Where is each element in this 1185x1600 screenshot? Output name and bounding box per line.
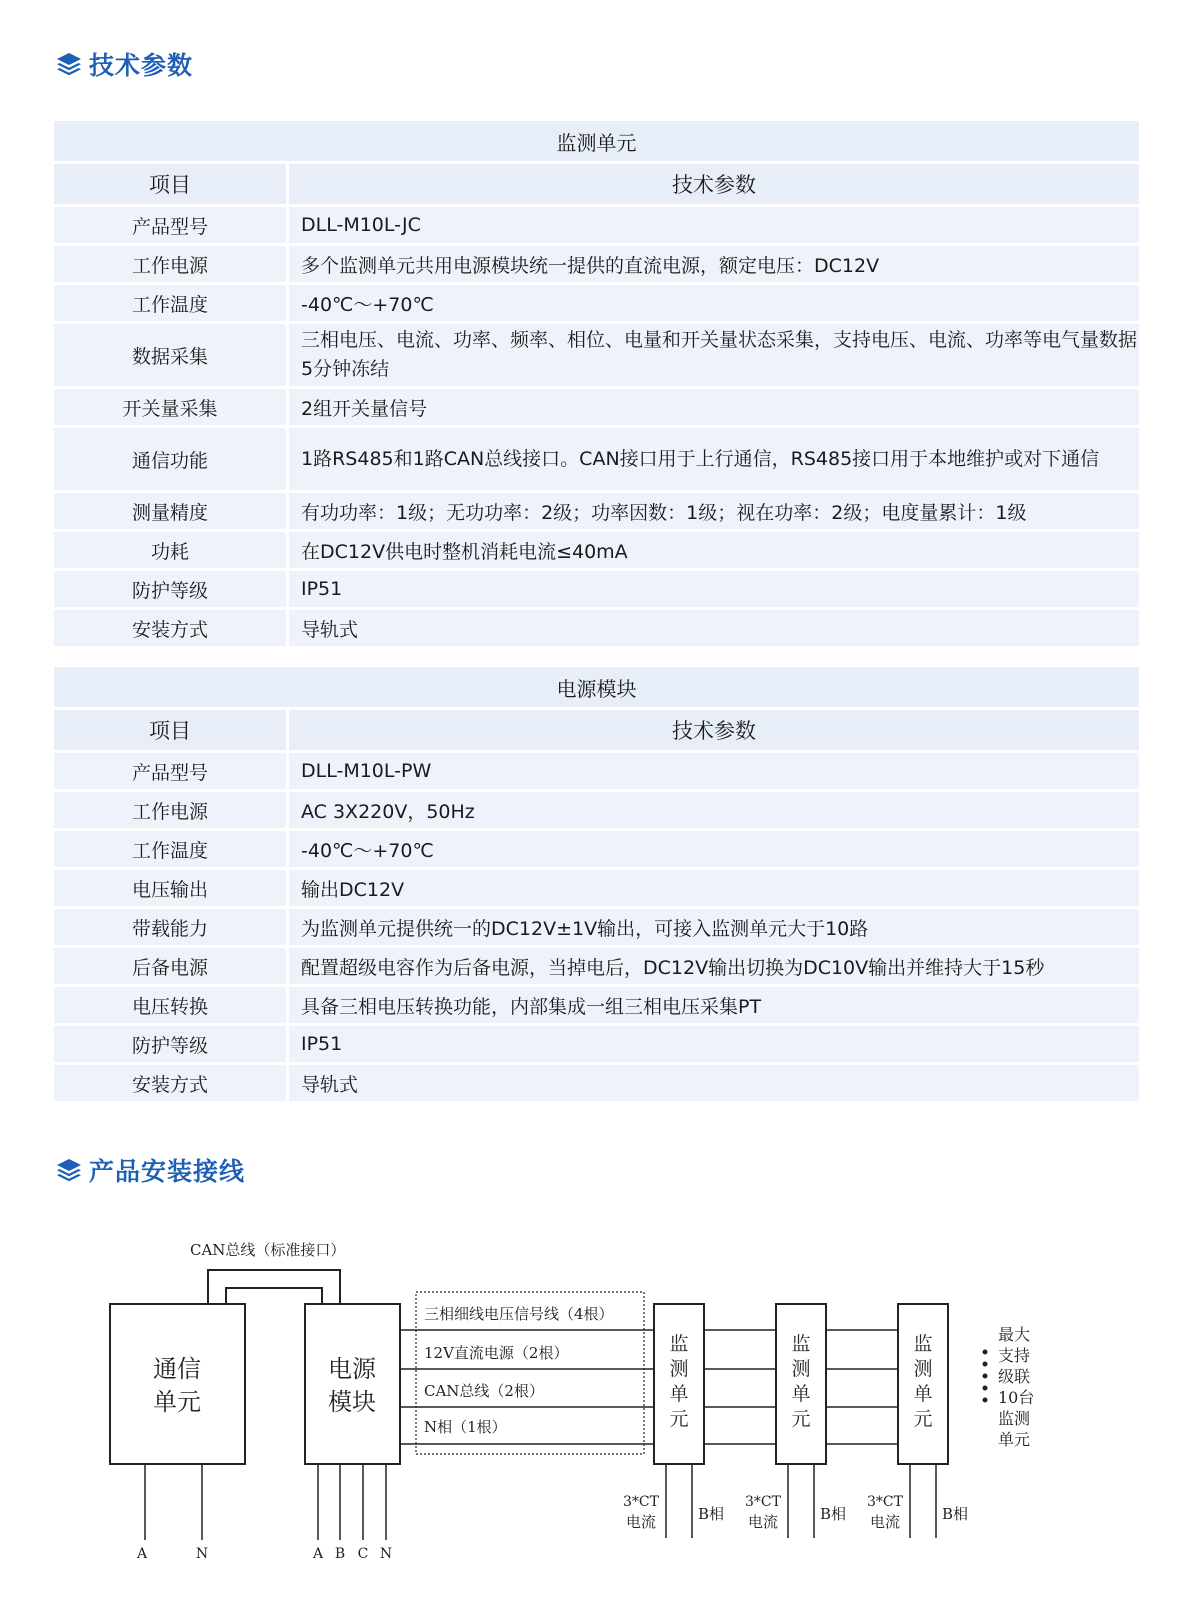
table-row [54, 1026, 1139, 1062]
row-item-label: 带载能力 [54, 909, 289, 945]
monitor-unit-char: 测 [669, 1358, 689, 1380]
wire-label: 12V直流电源（2根） [424, 1344, 569, 1362]
row-param-value: 输出DC12V [289, 870, 1139, 906]
table-row [54, 428, 1139, 490]
cascade-dots [983, 1350, 988, 1403]
row-item-label: 电压转换 [54, 987, 289, 1023]
b-phase-label: B相 [698, 1505, 725, 1523]
table-row [54, 571, 1139, 607]
row-param-value: -40℃～+70℃ [289, 831, 1139, 867]
power-module-label-1: 电源 [328, 1355, 376, 1383]
wire-label: N相（1根） [424, 1418, 507, 1436]
wire-label: 三相细线电压信号线（4根） [424, 1305, 614, 1323]
row-item-label: 工作温度 [54, 285, 289, 321]
terminal-label: B [334, 1546, 346, 1562]
can-bus-line [226, 1288, 322, 1304]
row-param-value: -40℃～+70℃ [289, 285, 1139, 321]
table-row [54, 207, 1139, 243]
table-row [54, 870, 1139, 906]
table-row [54, 285, 1139, 321]
section-title: 产品安装接线 [89, 1157, 246, 1186]
column-header-param: 技术参数 [289, 164, 1139, 204]
row-param-value: 有功功率：1级；无功功率：2级；功率因数：1级；视在功率：2级；电度量累计：1级 [289, 493, 1139, 529]
table-row [54, 948, 1139, 984]
monitor-unit-char: 单 [913, 1383, 933, 1405]
row-param-value: IP51 [289, 571, 1139, 607]
table-row [54, 792, 1139, 828]
row-param-value: 为监测单元提供统一的DC12V±1V输出，可接入监测单元大于10路 [289, 909, 1139, 945]
terminal-label: N [195, 1546, 209, 1562]
row-param-value: 1路RS485和1路CAN总线接口。CAN接口用于上行通信，RS485接口用于本地维护或对下通信 [289, 428, 1139, 490]
power-module-box [305, 1304, 400, 1464]
table-title: 监测单元 [54, 121, 1139, 161]
table-row [54, 753, 1139, 789]
row-param-value: 在DC12V供电时整机消耗电流≤40mA [289, 532, 1139, 568]
monitor-unit-char: 单 [669, 1383, 689, 1405]
ct-label: 3*CT [745, 1494, 781, 1510]
section-title: 技术参数 [89, 51, 194, 80]
monitor-unit-char: 监 [791, 1333, 811, 1355]
row-param-value: 2组开关量信号 [289, 389, 1139, 425]
cascade-note [998, 1325, 1034, 1449]
row-item-label: 产品型号 [54, 207, 289, 243]
cascade-note-line: 10台 [998, 1388, 1035, 1407]
cascade-note-line: 支持 [998, 1346, 1031, 1365]
row-item-label: 通信功能 [54, 428, 289, 490]
row-param-value: 三相电压、电流、功率、频率、相位、电量和开关量状态采集，支持电压、电流、功率等电气量数据5分钟冻结 [289, 324, 1139, 386]
row-param-value: IP51 [289, 1026, 1139, 1062]
row-item-label: 后备电源 [54, 948, 289, 984]
ct-label: 电流 [869, 1513, 901, 1531]
power-module-spec-table [54, 664, 1139, 1104]
terminal-label: N [379, 1546, 393, 1562]
table-row [54, 610, 1139, 646]
communication-unit-box [110, 1304, 245, 1464]
table-row [54, 389, 1139, 425]
row-item-label: 数据采集 [54, 324, 289, 386]
b-phase-label: B相 [820, 1505, 847, 1523]
row-item-label: 防护等级 [54, 571, 289, 607]
monitor-unit-char: 元 [669, 1408, 689, 1430]
monitor-unit-spec-table [54, 118, 1139, 649]
section-heading-installation-wiring [55, 1152, 245, 1188]
row-item-label: 安装方式 [54, 1065, 289, 1101]
table-row [54, 987, 1139, 1023]
monitor-unit-2 [776, 1304, 826, 1464]
table-row [54, 532, 1139, 568]
table-title: 电源模块 [54, 667, 1139, 707]
row-item-label: 工作电源 [54, 246, 289, 282]
ct-label: 电流 [747, 1513, 779, 1531]
ct-label: 电流 [625, 1513, 657, 1531]
terminal-label: A [312, 1546, 324, 1562]
row-item-label: 功耗 [54, 532, 289, 568]
ct-label: 3*CT [867, 1494, 903, 1510]
section-heading-tech-params [55, 46, 193, 82]
monitor-unit-char: 测 [791, 1358, 811, 1380]
column-header-item: 项目 [54, 710, 289, 750]
row-item-label: 工作温度 [54, 831, 289, 867]
wire-label: CAN总线（2根） [424, 1382, 544, 1400]
monitor-unit-2-leads [745, 1464, 846, 1538]
cascade-note-line: 级联 [998, 1367, 1031, 1386]
table-row [54, 1065, 1139, 1101]
row-item-label: 防护等级 [54, 1026, 289, 1062]
monitor-unit-1 [654, 1304, 704, 1464]
row-item-label: 电压输出 [54, 870, 289, 906]
b-phase-label: B相 [942, 1505, 969, 1523]
monitor-unit-char: 监 [913, 1333, 933, 1355]
row-param-value: 多个监测单元共用电源模块统一提供的直流电源，额定电压：DC12V [289, 246, 1139, 282]
table-row [54, 493, 1139, 529]
monitor-unit-char: 元 [791, 1408, 811, 1430]
cascade-note-line: 监测 [998, 1409, 1031, 1428]
cascade-note-line: 最大 [998, 1325, 1031, 1344]
row-item-label: 工作电源 [54, 792, 289, 828]
monitor-unit-3-leads [867, 1464, 968, 1538]
terminal-label: A [136, 1546, 148, 1562]
monitor-unit-char: 监 [669, 1333, 689, 1355]
row-param-value: 导轨式 [289, 1065, 1139, 1101]
monitor-unit-char: 单 [791, 1383, 811, 1405]
row-item-label: 产品型号 [54, 753, 289, 789]
monitor-unit-3 [898, 1304, 948, 1464]
layers-icon [55, 50, 83, 78]
row-item-label: 测量精度 [54, 493, 289, 529]
row-param-value: DLL-M10L-PW [289, 753, 1139, 789]
monitor-unit-char: 测 [913, 1358, 933, 1380]
row-item-label: 安装方式 [54, 610, 289, 646]
cascade-note-line: 单元 [998, 1430, 1031, 1449]
table-row [54, 831, 1139, 867]
wiring-diagram [0, 1220, 1185, 1600]
comm-unit-label-2: 单元 [153, 1388, 201, 1416]
comm-unit-label-1: 通信 [153, 1355, 201, 1383]
monitor-unit-char: 元 [913, 1408, 933, 1430]
row-param-value: DLL-M10L-JC [289, 207, 1139, 243]
row-param-value: 配置超级电容作为后备电源，当掉电后，DC12V输出切换为DC10V输出并维持大于15秒 [289, 948, 1139, 984]
can-bus-label: CAN总线（标准接口） [190, 1241, 346, 1259]
terminal-label: C [357, 1546, 369, 1562]
column-header-param: 技术参数 [289, 710, 1139, 750]
row-param-value: AC 3X220V，50Hz [289, 792, 1139, 828]
row-item-label: 开关量采集 [54, 389, 289, 425]
table-row [54, 246, 1139, 282]
layers-icon [55, 1156, 83, 1184]
monitor-unit-1-leads [623, 1464, 724, 1538]
table-row [54, 324, 1139, 386]
power-module-label-2: 模块 [328, 1388, 376, 1416]
row-param-value: 具备三相电压转换功能，内部集成一组三相电压采集PT [289, 987, 1139, 1023]
table-row [54, 909, 1139, 945]
ct-label: 3*CT [623, 1494, 659, 1510]
column-header-item: 项目 [54, 164, 289, 204]
row-param-value: 导轨式 [289, 610, 1139, 646]
